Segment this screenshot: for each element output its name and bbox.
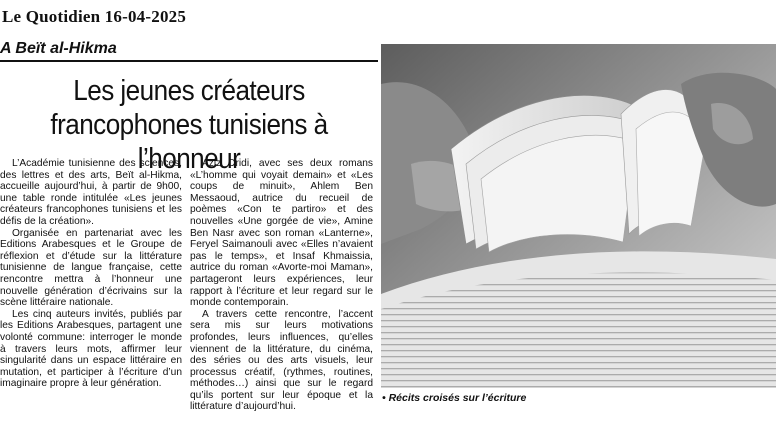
paragraph: Aziz Dridi, avec ses deux romans «L’homme qui voyait demain» et «Les coups de minuit», Ahlem Ben Messaoud, autrice du recueil de poèmes «Con te partiro» et des nouvelles «Une gorgée de vie», Amine Ben Nasr avec son roman «Lanterne», Feryel Saimanouli avec «Elles n’avaient pas le temps», et Insaf Khmaissia, autrice du roman «Avorte-moi Maman», partageront leurs expériences, leur rapport à l’écriture et leur regard sur le monde contemporain.: [190, 158, 373, 309]
newspaper-masthead: Le Quotidien 16-04-2025: [2, 7, 187, 26]
open-book-photo: [381, 44, 776, 388]
paragraph: Organisée en partenariat avec les Editions Arabesques et le Groupe de réflexion et d’étude sur la littérature tunisienne de langue française, cette rencontre mettra à l’honneur une nouvelle génération d’écrivains sur la scène littéraire nationale.: [0, 227, 182, 309]
article-column-1: [0, 158, 182, 390]
open-book-illustration: [381, 44, 776, 388]
paragraph: A travers cette rencontre, l’accent sera mis sur leurs motivations profondes, leurs influences, qu’elles viennent de la littérature, du cinéma, des séries ou des arts visuels, leur processus créatif, (rythmes, routines, méthodes…) ainsi que sur le regard qu’ils portent sur leur époque et la littérature d’aujourd’hui.: [190, 308, 373, 413]
section-rubric: A Beït al-Hikma: [0, 40, 378, 62]
article-column-2: [190, 158, 373, 413]
article-headline: Les jeunes créateurs francophones tunisiens à l’honneur: [50, 75, 328, 175]
paragraph: Les cinq auteurs invités, publiés par les Editions Arabesques, partagent une volonté commune: interroger le monde à travers leurs mots, affirmer leur singularité dans un espace littéraire en mutation, et participer à l’écriture d’un imaginaire propre à leur génération.: [0, 308, 182, 390]
photo-caption: • Récits croisés sur l’écriture: [382, 392, 527, 404]
paragraph: L’Académie tunisienne des sciences, des lettres et des arts, Beït al-Hikma, accueille aujourd’hui, à partir de 9h00, une table ronde intitulée «Les jeunes créateurs francophones tunisiens et les défis de la création».: [0, 158, 182, 227]
